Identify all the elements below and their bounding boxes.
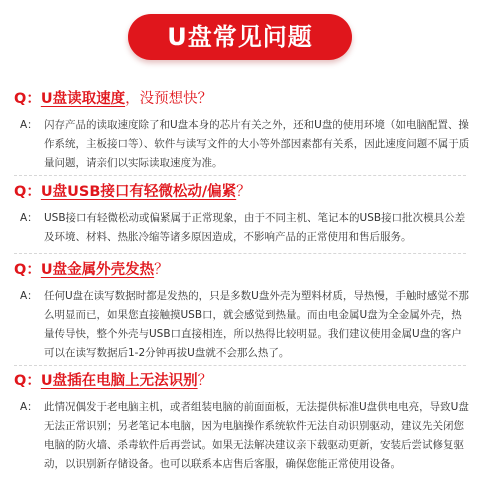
answer-text: 任何U盘在读写数据时都是发热的，只是多数U盘外壳为塑料材质，导热慢，手触时感觉不那么明显而已，如果您直接触摸USB口，就会感觉到热量。而由电金属U盘为全金属外壳，热量传导快，整个外壳与USB口直接相连，所以热得比较明显。我们建议使用金属U盘的客户可以在读写数据后1-2分钟再拔U盘就不会那么热了。 (44, 290, 469, 359)
question-prefix: Q： (14, 373, 41, 389)
question-prefix: Q： (14, 184, 41, 200)
answer-text: USB接口有轻微松动或偏紧属于正常现象，由于不同主机、笔记本的USB接口批次模具公差及环境、材料、热胀冷缩等诸多原因造成，不影响产品的正常使用和售后服务。 (44, 212, 466, 243)
question-rest: ？ (154, 262, 169, 278)
question-highlight: U盘插在电脑上无法识别 (40, 373, 198, 389)
faq-question (14, 370, 470, 392)
faq-answer (14, 398, 470, 474)
answer-label: A： (20, 212, 38, 224)
answer-label: A： (20, 401, 38, 413)
faq-item (14, 259, 470, 363)
page-title: U盘常见问题 (128, 14, 352, 60)
faq-answer (14, 209, 470, 247)
question-rest: ？ (236, 184, 251, 200)
answer-label: A： (20, 119, 38, 131)
question-prefix: Q： (14, 262, 41, 278)
question-prefix: Q： (14, 91, 41, 107)
divider (14, 175, 466, 176)
faq-answer (14, 116, 470, 173)
answer-label: A： (20, 290, 38, 302)
question-highlight: U盘读取速度 (40, 91, 126, 107)
faq-answer (14, 287, 470, 363)
title-banner (0, 14, 480, 60)
question-rest: ，没预想快？ (125, 91, 213, 107)
faq-item (14, 181, 470, 247)
question-highlight: U盘USB接口有轻微松动/偏紧 (40, 184, 237, 200)
question-rest: ？ (197, 373, 213, 389)
faq-item (14, 370, 470, 474)
faq-question (14, 88, 470, 110)
faq-item (14, 88, 470, 173)
question-highlight: U盘金属外壳发热 (40, 262, 155, 278)
faq-question (14, 181, 470, 203)
divider (14, 253, 466, 254)
answer-text: 闪存产品的读取速度除了和U盘本身的芯片有关之外，还和U盘的使用环境（如电脑配置、操作系统，主板接口等）、软件与读写文件的大小等外部因素都有关系，因此速度问题不属于质量问题，请亲们以实际读取速度为准。 (44, 119, 470, 169)
faq-question (14, 259, 470, 281)
answer-text: 此情况偶发于老电脑主机，或者组装电脑的前面面板，无法提供标准U盘供电电亮，导致U盘无法正常识别；另老笔记本电脑，因为电脑操作系统软件无法自动识别驱动，建议先关闭您电脑的防火墙、杀毒软件后再尝试。如果无法解决建议亲下载驱动更新，安装后尝试修复驱动，以识别新存储设备。也可以联系本店售后客服，确保您能正常使用设备。 (44, 401, 469, 470)
divider (14, 365, 466, 366)
